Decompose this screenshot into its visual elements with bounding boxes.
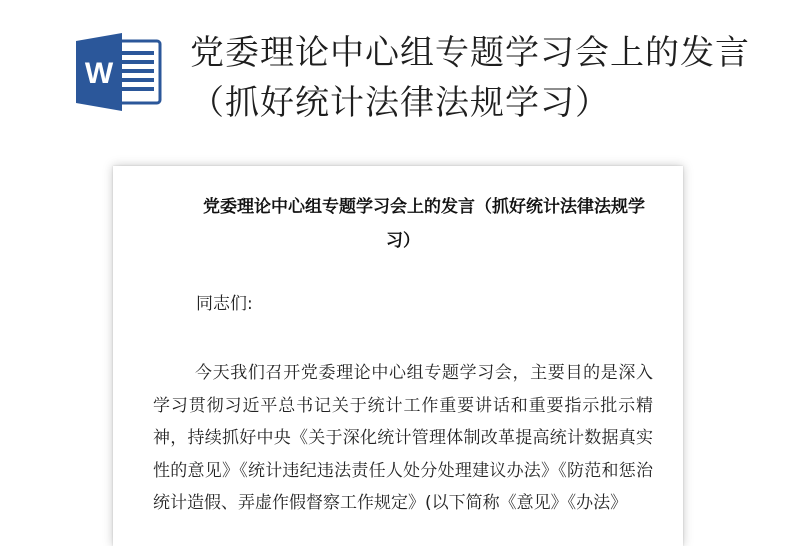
- page-title: 党委理论中心组专题学习会上的发言（抓好统计法律法规学习）: [190, 33, 750, 123]
- body-paragraph: 今天我们召开党委理论中心组专题学习会，主要目的是深入学习贯彻习近平总书记关于统计工作重要讲话和重要指示批示精神，持续抓好中央《关于深化统计管理体制改革提高统计数据真实性的意见》《统计违纪违法责任人处分处理建议办法》《防范和惩治统计造假、弄虚作假督察工作规定》(以下简称《意见》《办法》: [153, 363, 653, 513]
- header-banner: [0, 0, 800, 140]
- salutation: 同志们:: [196, 294, 253, 314]
- document-page: [113, 166, 683, 546]
- document-title: 党委理论中心组专题学习会上的发言（抓好统计法律法规学习）: [203, 197, 645, 251]
- word-icon-letter: W: [84, 57, 114, 90]
- word-icon: [76, 33, 162, 111]
